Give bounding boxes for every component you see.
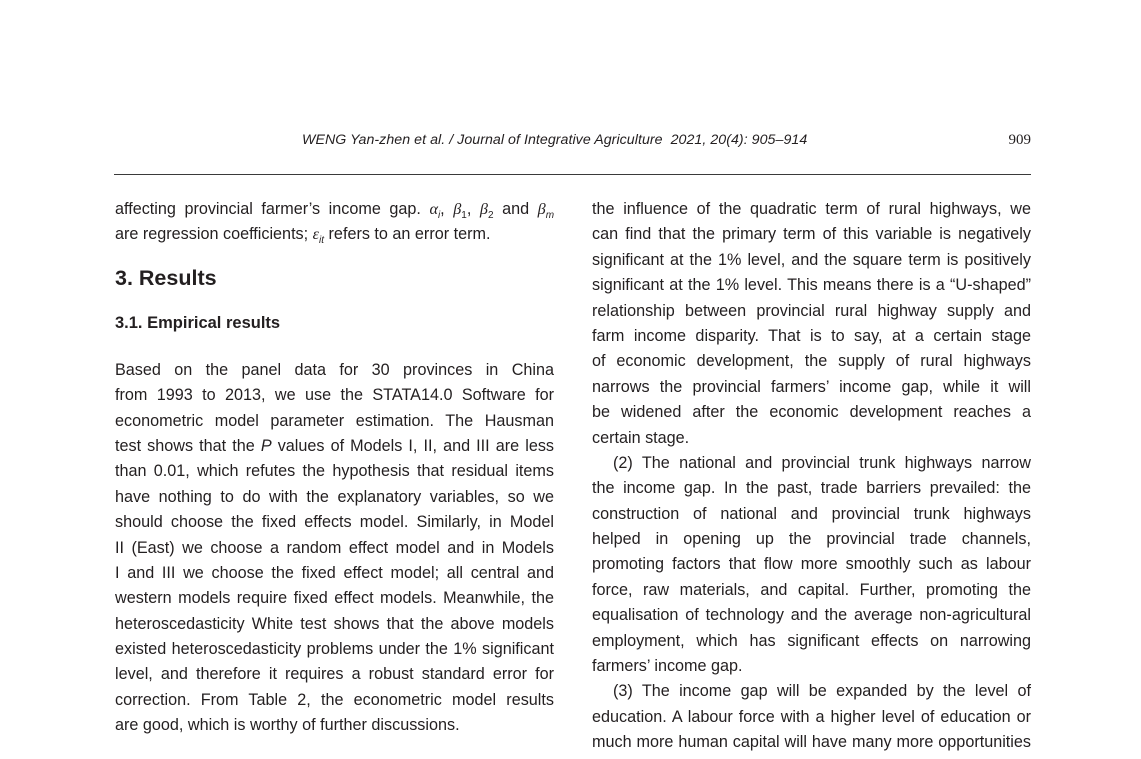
intro-text: affecting provincial farmer’s income gap.	[115, 200, 421, 218]
text-line: equalisation of technology and the average non-agricultural	[592, 606, 1031, 625]
and-text: and	[502, 200, 530, 218]
text-line: significant at the 1% level, and the square term is positively	[592, 250, 1031, 269]
text-line: (3) The income gap will be expanded by the level of	[613, 682, 1031, 701]
text-line: can find that the primary term of this variable is negatively	[592, 225, 1031, 244]
text-line: have nothing to do with the explanatory variables, so we	[115, 487, 554, 506]
text-line: helped in opening up the provincial trade channels,	[592, 530, 1031, 549]
text-line: narrows the provincial farmers’ income gap, while it will	[592, 377, 1031, 396]
beta2-symbol: $\beta_2$	[479, 200, 494, 221]
results-paragraph	[115, 358, 554, 739]
text-line: heteroscedasticity White test shows that the above models	[115, 614, 554, 633]
p-value-italic: P	[260, 436, 272, 455]
text-line: be widened after the economic development reaches a	[592, 403, 1031, 422]
page-number: 909	[1008, 132, 1031, 148]
journal-citation: WENG Yan-zhen et al. / Journal of Integrative Agriculture 2021, 20(4): 905–914	[302, 132, 808, 148]
intro-text: are regression coefficients;	[115, 225, 309, 244]
text-line: are good, which is worthy of further discussions.	[115, 716, 460, 735]
betam-symbol: $\beta_m$	[537, 200, 555, 221]
header-divider	[114, 174, 1031, 175]
running-header	[0, 132, 1141, 152]
text-line: force, raw materials, and capital. Further, promoting the	[592, 580, 1031, 599]
text-line: farm income disparity. That is to say, at a certain stage	[592, 326, 1031, 345]
intro-line-2	[115, 222, 554, 247]
spacer	[115, 336, 554, 358]
text-line: western models require fixed effect models. Meanwhile, the	[115, 589, 554, 608]
text-line: than 0.01, which refutes the hypothesis that residual items	[115, 462, 554, 481]
text-line: construction of national and provincial trunk highways	[592, 504, 1031, 523]
text-line: level, and therefore it requires a robust standard error for	[115, 665, 554, 684]
text-line: Based on the panel data for 30 provinces in China	[115, 360, 554, 379]
text-line: education. A labour force with a higher level of education or	[592, 707, 1031, 726]
text-line: correction. From Table 2, the econometric model results	[115, 690, 554, 709]
beta1-symbol: $\beta_1$	[453, 200, 467, 221]
text-line: II (East) we choose a random effect model and in Models	[115, 538, 554, 557]
text-line: of economic development, the supply of rural highways	[592, 352, 1031, 371]
text-line: test shows that the P values of Models I, II, and III are less	[115, 436, 555, 455]
text-line: (2) The national and provincial trunk highways narrow	[613, 453, 1031, 472]
text-line: I and III we choose the fixed effect model; all central and	[115, 563, 554, 582]
intro-line-1: affecting provincial farmer’s income gap. $\alpha_i$, $\beta_1$, $\beta_2$ and $\beta_m$	[115, 200, 555, 221]
epsilon-symbol: $\varepsilon_{it}$	[312, 225, 325, 247]
text-line: much more human capital will have many more opportunities	[592, 733, 1031, 752]
text-line: promoting factors that flow more smoothly such as labour	[592, 555, 1031, 574]
text-line: econometric model parameter estimation. The Hausman	[115, 411, 554, 430]
text-line: the influence of the quadratic term of rural highways, we	[592, 200, 1031, 218]
alpha-symbol: $\alpha_i$	[429, 200, 441, 221]
text-line: farmers’ income gap.	[592, 657, 743, 676]
intro-text: refers to an error term.	[328, 225, 491, 244]
subsection-heading: 3.1. Empirical results	[115, 313, 281, 332]
text-line: from 1993 to 2013, we use the STATA14.0 Software for	[115, 386, 554, 405]
text-line: existed heteroscedasticity problems under the 1% significant	[115, 640, 554, 659]
right-column	[592, 197, 1031, 756]
text-line: the income gap. In the past, trade barriers prevailed: the	[592, 479, 1031, 498]
left-column	[115, 197, 554, 739]
text-line: employment, which has significant effects on narrowing	[592, 631, 1031, 650]
section-heading: 3. Results	[115, 265, 217, 290]
text-line: relationship between provincial rural highway supply and	[592, 301, 1031, 320]
text-line: significant at the 1% level. This means there is a “U-shaped”	[592, 276, 1031, 295]
text-line: should choose the fixed effects model. Similarly, in Model	[115, 513, 554, 532]
text-line: certain stage.	[592, 428, 690, 447]
